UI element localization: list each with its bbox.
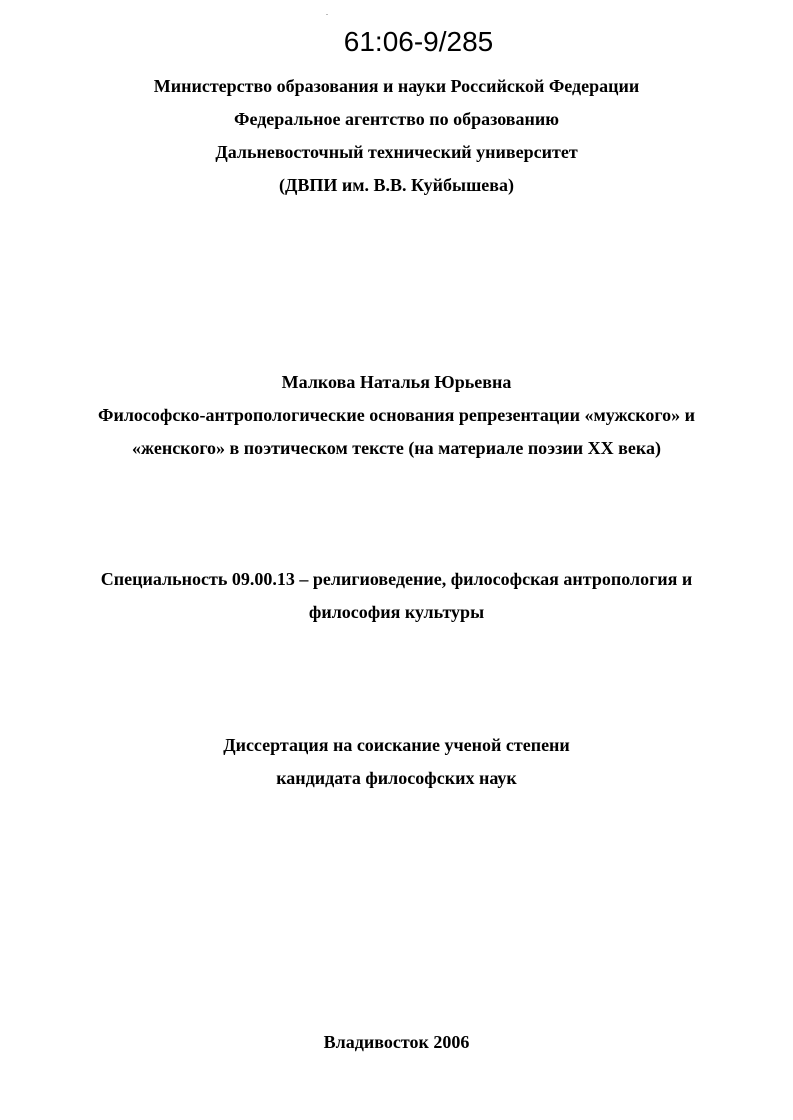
degree-line-1: Диссертация на соискание ученой степени (223, 735, 570, 755)
catalog-number: 61:06-9/285 (343, 26, 494, 57)
degree-line-2: кандидата философских наук (276, 768, 517, 788)
specialty-line-2: философия культуры (308, 602, 485, 622)
header-university-abbr: (ДВПИ им. В.В. Куйбышева) (279, 175, 514, 195)
city-year: Владивосток 2006 (323, 1032, 470, 1052)
dissertation-title-line-1: Философско-антропологические основания репрезентации «мужского» и (97, 405, 695, 425)
specialty-line-1: Специальность 09.00.13 – религиоведение, философская антропология и (100, 569, 693, 589)
header-ministry: Министерство образования и науки Российской Федерации (153, 76, 640, 96)
author-name: Малкова Наталья Юрьевна (281, 372, 512, 392)
dissertation-title-line-2: «женского» в поэтическом тексте (на материале поэзии XX века) (132, 438, 661, 458)
header-university: Дальневосточный технический университет (215, 142, 578, 162)
header-agency: Федеральное агентство по образованию (233, 109, 560, 129)
scan-speck (326, 14, 328, 15)
